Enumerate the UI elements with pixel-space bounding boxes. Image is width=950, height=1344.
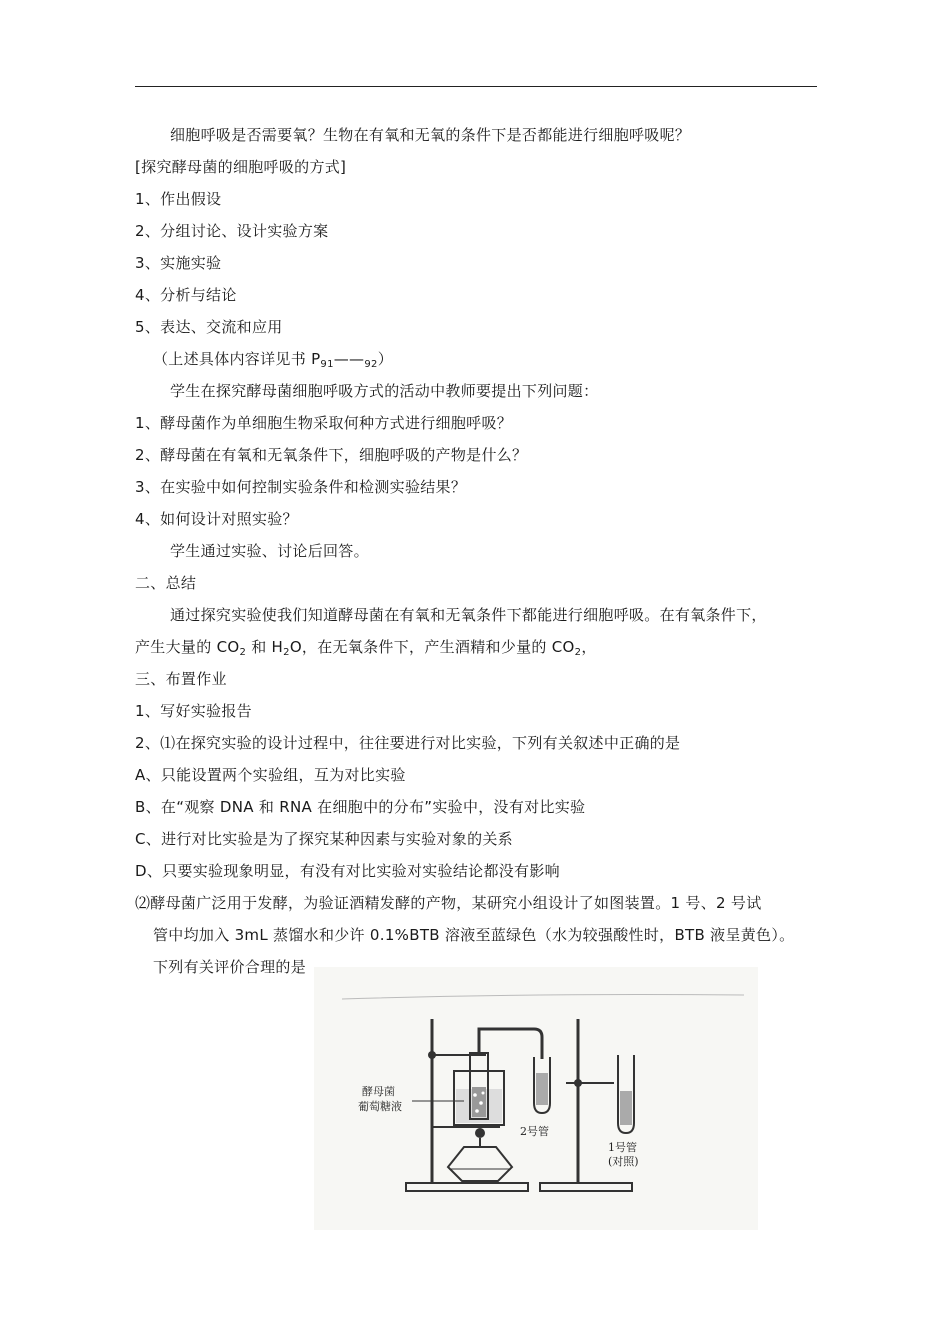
step-item: 1、作出假设 — [135, 190, 222, 208]
student-answer: 学生通过实验、讨论后回答。 — [170, 542, 369, 560]
summary-line-1: 通过探究实验使我们知道酵母菌在有氧和无氧条件下都能进行细胞呼吸。在有氧条件下， — [170, 606, 767, 624]
teacher-prompt: 学生在探究酵母菌细胞呼吸方式的活动中教师要提出下列问题： — [170, 382, 599, 400]
label-tube-1: 1号管 — [608, 1141, 637, 1154]
right-stand-base — [540, 1183, 632, 1191]
intro-question: 细胞呼吸是否需要氧？生物在有氧和无氧的条件下是否都能进行细胞呼吸呢？ — [170, 126, 691, 144]
step-item: 2、分组讨论、设计实验方案 — [135, 222, 329, 240]
step-item: 4、分析与结论 — [135, 286, 237, 304]
reference-note: （上述具体内容详见书 $P_{91}——_{92}$） — [153, 350, 393, 370]
alcohol-lamp — [448, 1147, 512, 1181]
header-rule — [135, 86, 817, 87]
homework-item-1: 1、写好实验报告 — [135, 702, 252, 720]
homework-heading: 三、布置作业 — [135, 670, 227, 688]
option-d: D、只要实验现象明显，有没有对比实验对实验结论都没有影响 — [135, 862, 560, 880]
question-item: 2、酵母菌在有氧和无氧条件下，细胞呼吸的产物是什么？ — [135, 446, 528, 464]
label-control: (对照) — [608, 1155, 639, 1168]
label-tube-2: 2号管 — [520, 1125, 549, 1138]
step-item: 3、实施实验 — [135, 254, 222, 272]
step-item: 5、表达、交流和应用 — [135, 318, 283, 336]
left-stand-base — [406, 1183, 528, 1191]
section-heading: [探究酵母菌的细胞呼吸的方式] — [135, 158, 347, 176]
question-2-line-2: 管中均加入 3mL 蒸馏水和少许 0.1%BTB 溶液至蓝绿色（水为较强酸性时，BTB 液呈黄色）。 — [153, 926, 795, 944]
summary-line-2: 产生大量的 $CO_2$ 和 $H_2O$，在无氧条件下，产生酒精和少量的 $CO_2$， — [135, 638, 597, 658]
label-yeast-1: 酵母菌 — [362, 1085, 395, 1098]
question-item: 3、在实验中如何控制实验条件和检测实验结果？ — [135, 478, 467, 496]
option-a: A、只能设置两个实验组，互为对比实验 — [135, 766, 406, 784]
option-b: B、在“观察 DNA 和 RNA 在细胞中的分布”实验中，没有对比实验 — [135, 798, 586, 816]
question-item: 4、如何设计对照实验？ — [135, 510, 298, 528]
question-2-line-1: ⑵酵母菌广泛用于发酵，为验证酒精发酵的产物，某研究小组设计了如图装置。1 号、2 号试 — [135, 894, 762, 912]
option-c: C、进行对比实验是为了探究某种因素与实验对象的关系 — [135, 830, 513, 848]
label-yeast-2: 葡萄糖液 — [358, 1100, 402, 1113]
homework-item-2: 2、⑴在探究实验的设计过程中，往往要进行对比实验，下列有关叙述中正确的是 — [135, 734, 681, 752]
apparatus-diagram — [314, 967, 758, 1230]
question-item: 1、酵母菌作为单细胞生物采取何种方式进行细胞呼吸？ — [135, 414, 513, 432]
question-2-line-3: 下列有关评价合理的是 — [153, 958, 307, 976]
summary-heading: 二、总结 — [135, 574, 197, 592]
apparatus-figure — [314, 967, 758, 1230]
